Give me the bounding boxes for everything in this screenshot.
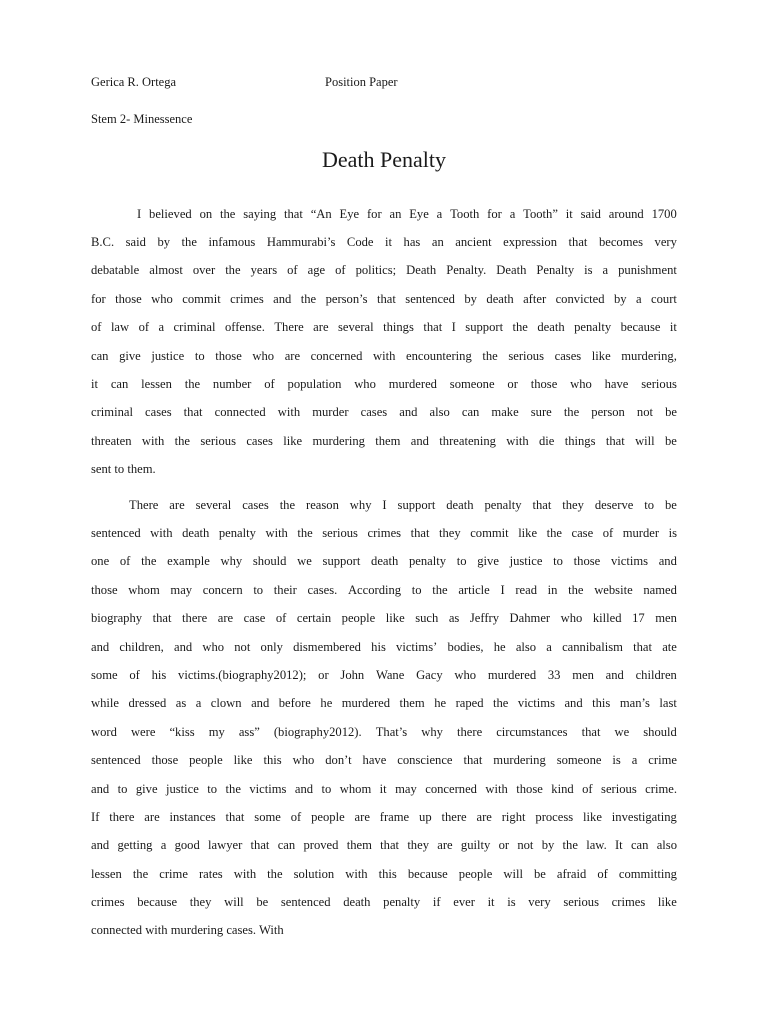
paragraph-line: biography that there are case of certain people like such as Jeffry Dahmer who killed 17 men bbox=[91, 611, 677, 626]
paragraph-line: those whom may concern to their cases. According to the article I read in the website named bbox=[91, 582, 677, 597]
paragraph-line: sentenced with death penalty with the serious crimes that they commit like the case of murder is bbox=[91, 525, 677, 540]
paragraph-line: for those who commit crimes and the person’s that sentenced by death after convicted by a court bbox=[91, 291, 677, 306]
paragraph-line: lessen the crime rates with the solution with this because people will be afraid of committing bbox=[91, 866, 677, 881]
paragraph-line: sent to them. bbox=[91, 462, 156, 477]
section-name: Stem 2- Minessence bbox=[91, 112, 193, 126]
paragraph-line: it can lessen the number of population who murdered someone or those who have serious bbox=[91, 377, 677, 392]
paragraph-line: I believed on the saying that “An Eye for an Eye a Tooth for a Tooth” it said around 1700 bbox=[137, 206, 677, 221]
paragraph-line: crimes because they will be sentenced death penalty if ever it is very serious crimes like bbox=[91, 895, 677, 910]
paragraph-line: debatable almost over the years of age of politics; Death Penalty. Death Penalty is a punishment bbox=[91, 263, 677, 278]
paragraph-line: and children, and who not only dismembered his victims’ bodies, he also a cannibalism that ate bbox=[91, 639, 677, 654]
author-name: Gerica R. Ortega bbox=[91, 75, 177, 89]
paragraph-line: and getting a good lawyer that can proved them that they are guilty or not by the law. It can also bbox=[91, 838, 677, 853]
paragraph-line: some of his victims.(biography2012); or John Wane Gacy who murdered 33 men and children bbox=[91, 667, 677, 682]
paragraph-line: can give justice to those who are concerned with encountering the serious cases like murdering, bbox=[91, 348, 677, 363]
paragraph bbox=[91, 491, 677, 945]
paragraph bbox=[91, 200, 677, 484]
paragraph-line: threaten with the serious cases like murdering them and threatening with die things that will be bbox=[91, 433, 677, 448]
paragraph-line: connected with murdering cases. With bbox=[91, 923, 284, 938]
paragraph-line: one of the example why should we support death penalty to give justice to those victims and bbox=[91, 554, 677, 569]
paragraph-line: while dressed as a clown and before he murdered them he raped the victims and this man’s last bbox=[91, 696, 677, 711]
paragraph-line: sentenced those people like this who don’t have conscience that murdering someone is a crime bbox=[91, 753, 677, 768]
document-type: Position Paper bbox=[325, 75, 398, 89]
body-text bbox=[91, 200, 677, 945]
paragraph-line: B.C. said by the infamous Hammurabi’s Code it has an ancient expression that becomes very bbox=[91, 235, 677, 250]
paragraph-line: There are several cases the reason why I support death penalty that they deserve to be bbox=[129, 497, 677, 512]
document-title: Death Penalty bbox=[321, 147, 447, 172]
paragraph-line: and to give justice to the victims and to whom it may concerned with those kind of serious crime. bbox=[91, 781, 677, 796]
paragraph-line: of law of a criminal offense. There are several things that I support the death penalty because it bbox=[91, 320, 677, 335]
paragraph-line: word were “kiss my ass” (biography2012). That’s why there circumstances that we should bbox=[91, 724, 677, 739]
paragraph-line: criminal cases that connected with murder cases and also can make sure the person not be bbox=[91, 405, 677, 420]
paragraph-line: If there are instances that some of people are frame up there are right process like investigating bbox=[91, 809, 677, 824]
